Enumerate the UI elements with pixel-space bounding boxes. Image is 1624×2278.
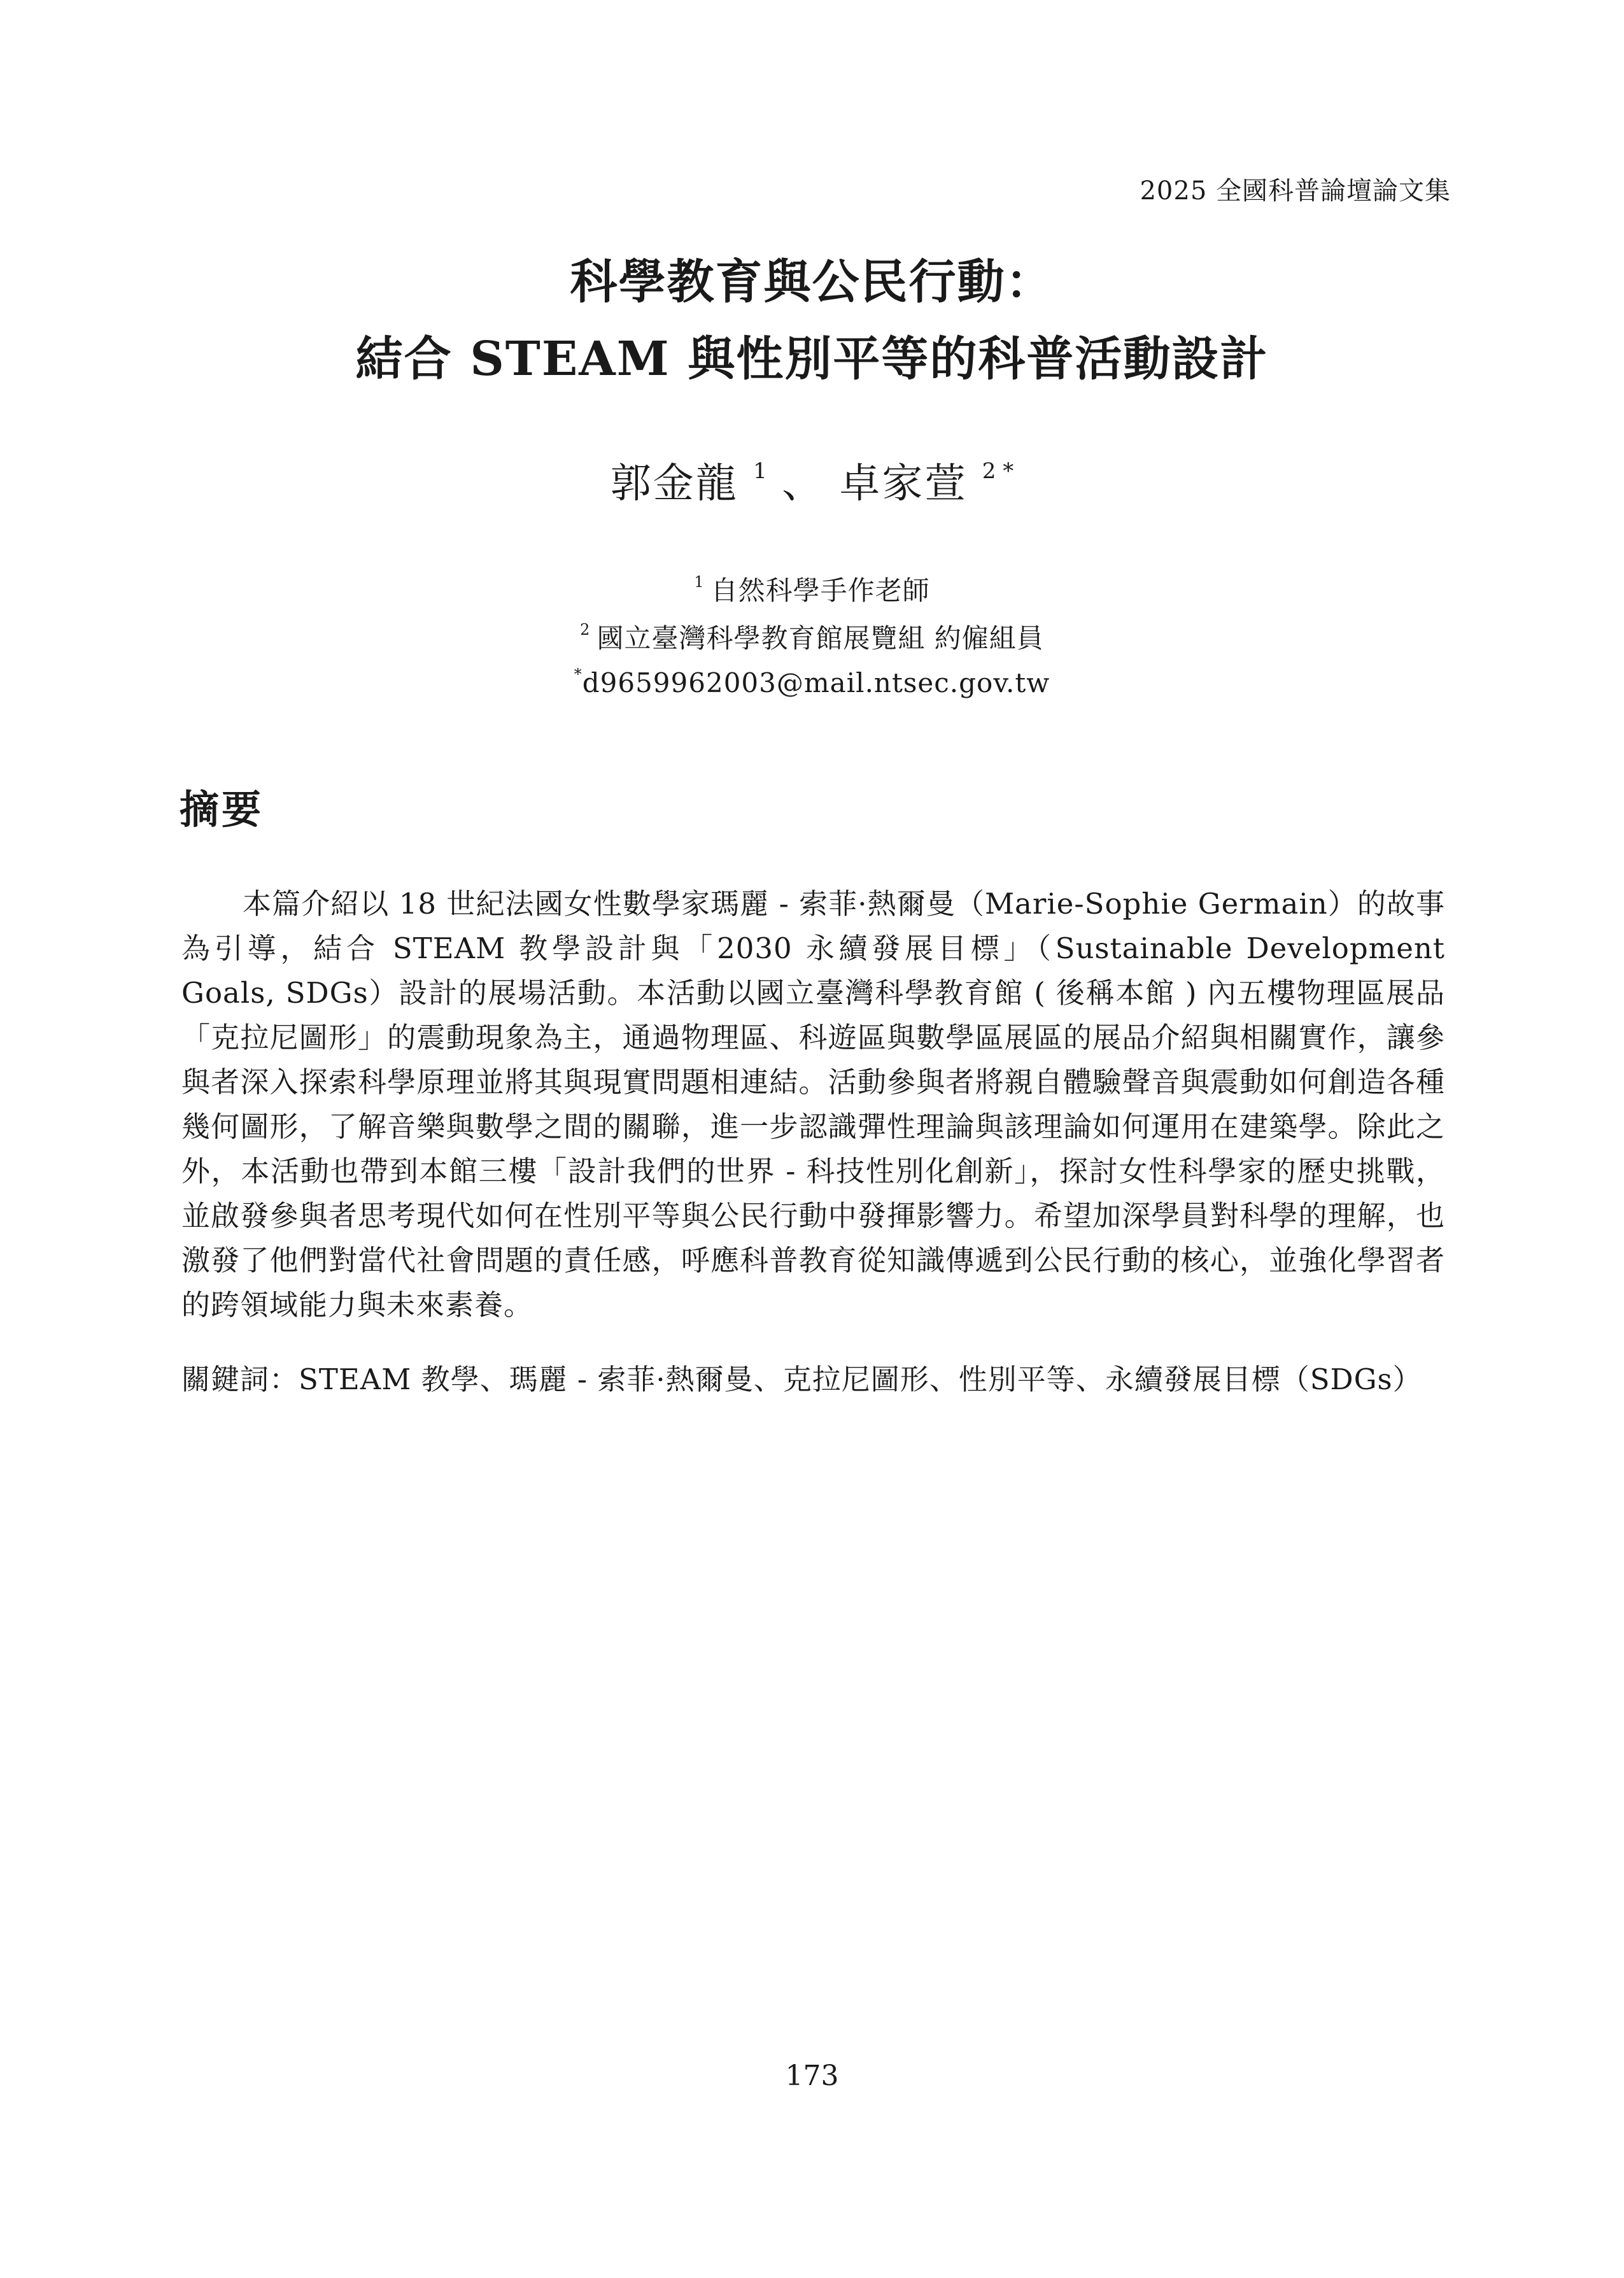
author-name: 卓家萱 [839,460,968,507]
corresponding-email [0,665,1624,698]
affiliation-text: 國立臺灣科學教育館展覽組 約僱組員 [597,623,1044,654]
affiliation-2 [0,618,1624,656]
affiliation-mark: 1 [694,573,705,591]
paper-title-line-2: 結合 STEAM 與性別平等的科普活動設計 [355,332,1269,386]
abstract-body: 本篇介紹以 18 世紀法國女性數學家瑪麗 - 索菲·熱爾曼（Marie-Sophie Germain）的故事為引導，結合 STEAM 教學設計與「2030 永續發展目標」（Sustainable Development Goals, SDGs）設計的展場活動。本活動以國立臺灣科學教育館 ( 後稱本館 ) 內五樓物理區展品「克拉尼圖形」的震動現象為主，通過物理區、科遊區與數學區展區的展品介紹與相關實作，讓參與者深入探索科學原理並將其與現實問題相連結。活動參與者將親自體驗聲音與震動如何創造各種幾何圖形，了解音樂與數學之間的關聯，進一步認識彈性理論與該理論如何運用在建築學。除此之外，本活動也帶到本館三樓「設計我們的世界 - 科技性別化創新」，探討女性科學家的歷史挑戰，並啟發參與者思考現代如何在性別平等與公民行動中發揮影響力。希望加深學員對科學的理解，也激發了他們對當代社會問題的責任感，呼應科普教育從知識傳遞到公民行動的核心，並強化學習者的跨領域能力與未來素養。 [181,887,1445,1322]
abstract-heading: 摘要 [180,786,264,833]
author-list [0,451,1624,509]
affiliation-text: 自然科學手作老師 [710,575,930,606]
page-number: 173 [785,2060,839,2092]
running-header: 2025 全國科普論壇論文集 [1140,176,1451,206]
corresponding-mark: * [574,665,583,683]
author-affiliation-mark: 2 * [982,458,1014,484]
author-separator: 、 [782,460,825,507]
author-name: 郭金龍 [610,460,738,507]
paper-title-line-1: 科學教育與公民行動： [570,255,1054,309]
email-address[interactable]: d9659962003@mail.ntsec.gov.tw [582,667,1050,698]
keywords: 關鍵詞：STEAM 教學、瑪麗 - 索菲·熱爾曼、克拉尼圖形、性別平等、永續發展目標（SDGs） [181,1362,1422,1396]
affiliation-mark: 2 [580,621,591,639]
affiliation-1 [0,570,1624,608]
author-affiliation-mark: 1 [753,458,767,484]
